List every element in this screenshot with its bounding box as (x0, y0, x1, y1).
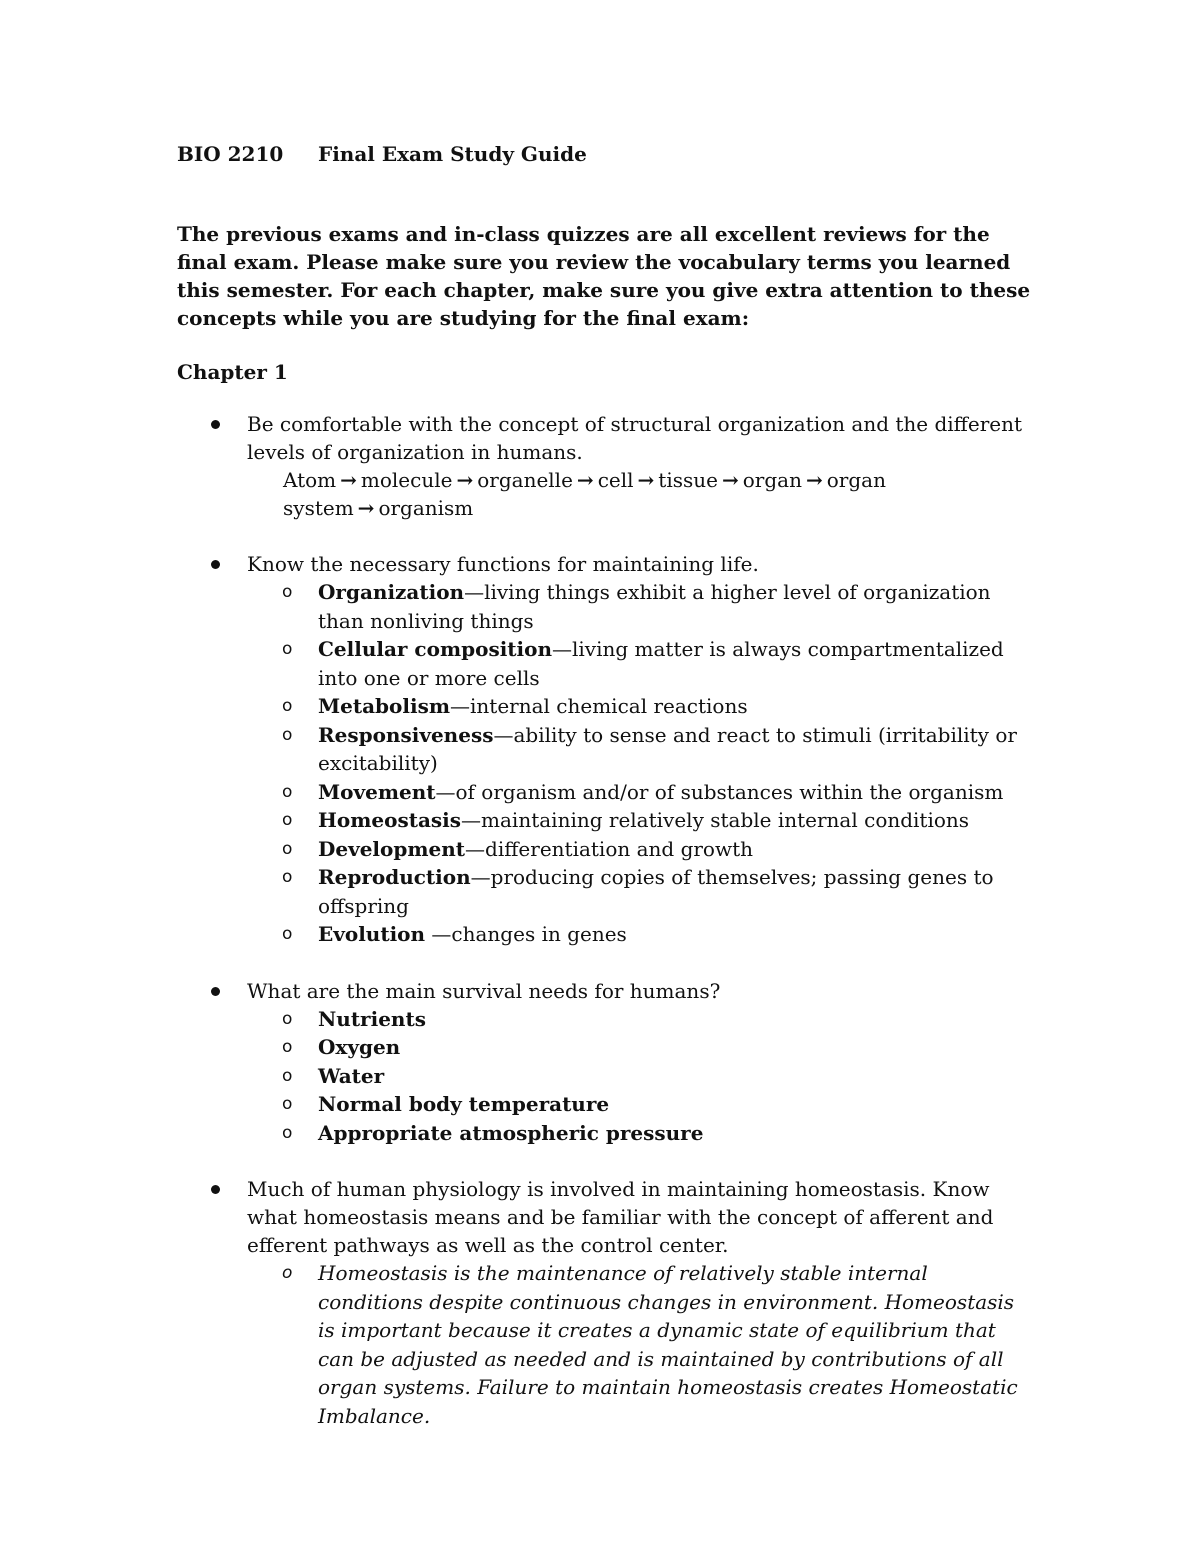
bullet-text: Be comfortable with the concept of structural organization and the different levels of organization in humans. (247, 412, 1023, 464)
circle-bullet-icon: o (282, 1008, 293, 1029)
bullet-icon (211, 987, 220, 996)
arrow-right-icon: → (576, 468, 594, 492)
circle-bullet-icon: o (282, 696, 293, 716)
circle-bullet-icon: o (282, 1094, 293, 1114)
organization-chain (247, 466, 1037, 522)
list-item (247, 635, 1037, 692)
term: Development (318, 836, 466, 861)
term-description: —ability to sense and react to stimuli (irritability or excitability) (318, 722, 1017, 775)
chain-step: Atom (283, 468, 337, 492)
list-item (247, 778, 1037, 807)
term-description: —maintaining relatively stable internal conditions (461, 808, 970, 832)
term: Water (318, 1063, 385, 1088)
term-description: —changes in genes (425, 922, 627, 946)
list-item (247, 806, 1037, 835)
circle-bullet-icon: o (282, 582, 293, 602)
bullet-structural-organization (177, 410, 1037, 522)
term: Evolution (318, 922, 426, 946)
arrow-right-icon: → (357, 496, 375, 520)
term-description: —living matter is always compartmentalized into one or more cells (318, 637, 1004, 690)
chain-step: organ system (283, 468, 886, 520)
list-item (247, 835, 1037, 864)
arrow-right-icon: → (805, 468, 823, 492)
list-item (247, 863, 1037, 920)
document-title: Final Exam Study Guide (318, 142, 587, 166)
arrow-right-icon: → (721, 468, 739, 492)
term: Responsiveness (318, 722, 494, 747)
circle-bullet-icon: o (282, 924, 293, 944)
bullet-text: Much of human physiology is involved in maintaining homeostasis. Know what homeostasis means and be familiar with the concept of afferent and efferent pathways as well as the control center. (247, 1177, 994, 1257)
circle-bullet-icon: o (282, 867, 293, 887)
list-item (247, 1259, 1037, 1430)
chain-step: molecule (360, 468, 453, 492)
list-item (247, 1005, 1037, 1034)
chain-step: organelle (477, 468, 573, 492)
circle-bullet-icon: o (282, 1263, 293, 1283)
circle-bullet-icon: o (282, 1122, 293, 1143)
list-item (247, 1062, 1037, 1091)
bullet-life-functions (177, 550, 1037, 949)
document-page (177, 140, 1037, 1458)
term-description: —differentiation and growth (465, 836, 754, 861)
circle-bullet-icon: o (282, 781, 293, 802)
chain-step: tissue (658, 468, 718, 492)
term: Homeostasis (318, 808, 462, 832)
survival-needs-list (247, 1005, 1037, 1148)
list-item (247, 1119, 1037, 1148)
term-description: —internal chemical reactions (450, 694, 748, 718)
term: Oxygen (318, 1035, 401, 1059)
circle-bullet-icon: o (282, 724, 293, 745)
circle-bullet-icon: o (282, 1065, 293, 1086)
document-title-row (177, 140, 1037, 170)
term: Metabolism (318, 694, 451, 718)
list-item (247, 1033, 1037, 1062)
term-description: —producing copies of themselves; passing genes to offspring (318, 865, 994, 918)
list-item (247, 692, 1037, 721)
arrow-right-icon: → (637, 468, 655, 492)
bullet-icon (211, 560, 220, 569)
circle-bullet-icon: o (282, 1037, 293, 1057)
term: Organization (318, 580, 465, 604)
term: Movement (318, 779, 436, 804)
term: Cellular composition (318, 637, 553, 661)
arrow-right-icon: → (456, 468, 474, 492)
chain-step: organism (378, 496, 474, 520)
bullet-icon (211, 1185, 220, 1194)
life-functions-list (247, 578, 1037, 949)
intro-paragraph: The previous exams and in-class quizzes are all excellent reviews for the final exam. Please make sure you review the vocabulary terms you learned this semester. For each chapter, make sure you give extra attention to these concepts while you are studying for the final exam: (177, 222, 1031, 330)
bullet-icon (211, 420, 220, 429)
bullet-homeostasis (177, 1175, 1037, 1430)
chapter-heading: Chapter 1 (177, 360, 288, 384)
term: Appropriate atmospheric pressure (318, 1120, 704, 1145)
circle-bullet-icon: o (282, 639, 293, 659)
bullet-text: What are the main survival needs for humans? (247, 978, 721, 1003)
term: Reproduction (318, 865, 471, 889)
bullet-text: Know the necessary functions for maintaining life. (247, 552, 759, 576)
circle-bullet-icon: o (282, 810, 293, 830)
homeostasis-definition: Homeostasis is the maintenance of relatively stable internal conditions despite continuous changes in environment. Homeostasis is important because it creates a dynamic state of equilibrium that can be adjusted as needed and is maintained by contributions of all organ systems. Failure to maintain homeostasis creates Homeostatic Imbalance. (318, 1261, 1018, 1428)
list-item (247, 1090, 1037, 1119)
course-code: BIO 2210 (177, 142, 284, 166)
chain-step: organ (742, 468, 802, 492)
term: Normal body temperature (318, 1092, 610, 1116)
list-item (247, 578, 1037, 635)
term-description: —living things exhibit a higher level of organization than nonliving things (318, 580, 991, 633)
homeostasis-note-list (247, 1259, 1037, 1430)
list-item (247, 721, 1037, 778)
concept-list (177, 410, 1037, 1430)
term: Nutrients (318, 1006, 426, 1031)
arrow-right-icon: → (340, 468, 357, 492)
circle-bullet-icon: o (282, 838, 293, 859)
list-item (247, 920, 1037, 949)
chain-step: cell (597, 468, 634, 492)
term-description: —of organism and/or of substances within the organism (435, 779, 1004, 804)
bullet-survival-needs (177, 977, 1037, 1148)
